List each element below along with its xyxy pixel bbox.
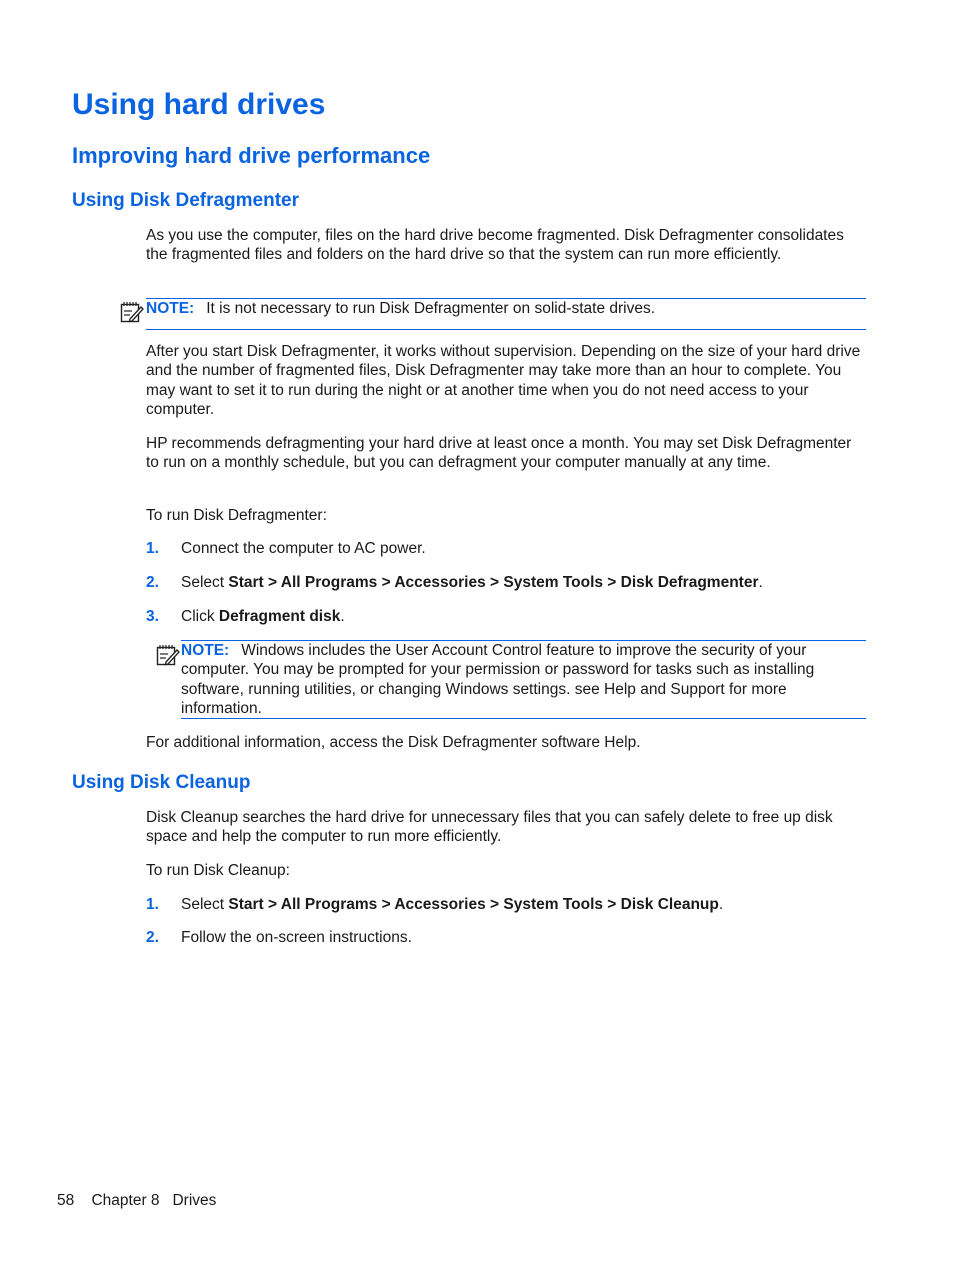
cleanup-intro: Disk Cleanup searches the hard drive for unnecessary files that you can safely delete to free up disk space and help the computer to run more efficiently. bbox=[146, 809, 833, 846]
step-number: 1. bbox=[146, 540, 159, 557]
page-title: Using hard drives bbox=[72, 88, 326, 121]
note-text: Windows includes the User Account Control feature to improve the security of your computer. You may be prompted for your permission or password for tasks such as installing software, running utilities, or changing Windows settings. see Help and Support for more information. bbox=[181, 642, 815, 717]
step-number: 2. bbox=[146, 929, 159, 946]
note-pad-icon bbox=[120, 301, 144, 323]
cleanup-heading: Using Disk Cleanup bbox=[72, 772, 251, 793]
defrag-additional-info: For additional information, access the Disk Defragmenter software Help. bbox=[146, 734, 641, 751]
page-number: 58 bbox=[57, 1192, 75, 1209]
page-footer bbox=[57, 1192, 216, 1210]
note-box-ssd bbox=[146, 298, 866, 330]
cleanup-to-run: To run Disk Cleanup: bbox=[146, 862, 290, 879]
defrag-heading: Using Disk Defragmenter bbox=[72, 190, 300, 211]
note-box-uac bbox=[181, 640, 866, 719]
note-label: NOTE: bbox=[146, 300, 195, 317]
step-number: 1. bbox=[146, 896, 159, 913]
footer-chapter-title: Drives bbox=[172, 1192, 217, 1209]
defrag-paragraph-supervision: After you start Disk Defragmenter, it works without supervision. Depending on the size of your hard drive and the number of fragmented files, Disk Defragmenter may take more than an hour to complete. You may want to set it to run during the night or at another time when you do not need access to your computer. bbox=[146, 343, 861, 418]
note-pad-icon bbox=[156, 644, 180, 666]
defrag-paragraph-recommendation: HP recommends defragmenting your hard drive at least once a month. You may set Disk Defragmenter to run on a monthly schedule, but you can defragment your computer manually at any time. bbox=[146, 435, 852, 472]
note-label: NOTE: bbox=[181, 642, 230, 659]
step-number: 3. bbox=[146, 608, 159, 625]
section-title: Improving hard drive performance bbox=[72, 143, 431, 168]
defrag-to-run: To run Disk Defragmenter: bbox=[146, 507, 327, 524]
step-number: 2. bbox=[146, 574, 159, 591]
footer-chapter: Chapter 8 bbox=[91, 1192, 160, 1209]
note-text: It is not necessary to run Disk Defragmenter on solid-state drives. bbox=[206, 300, 656, 317]
defrag-intro: As you use the computer, files on the hard drive become fragmented. Disk Defragmenter consolidates the fragmented files and folders on the hard drive so that the system can run more efficiently. bbox=[146, 227, 844, 264]
